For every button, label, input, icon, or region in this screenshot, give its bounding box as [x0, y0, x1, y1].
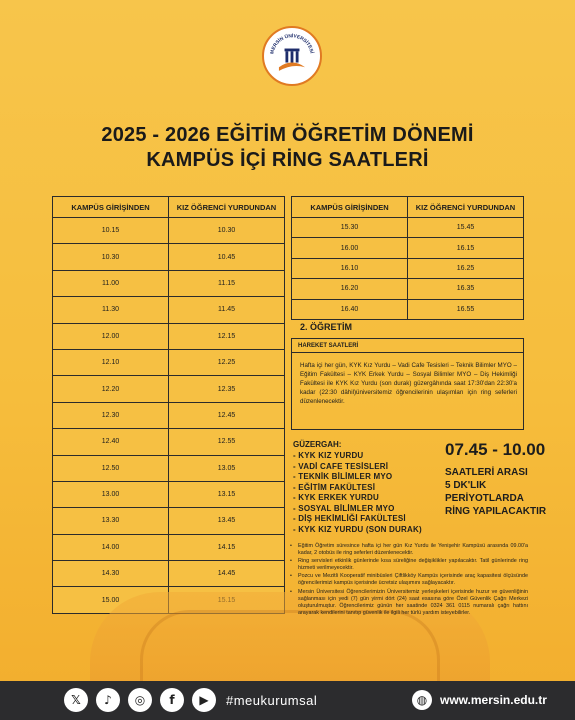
table-cell: 16.35 — [408, 279, 524, 299]
table-cell: 12.50 — [53, 455, 169, 481]
table-cell: 14.30 — [53, 561, 169, 587]
table-row — [53, 561, 285, 587]
table-row — [53, 455, 285, 481]
table-cell: 14.15 — [169, 534, 285, 560]
departure-times-text: Hafta içi her gün, KYK Kız Yurdu – Vadi Cafe Tesisleri – Teknik Bilimler MYO – Eğitim Fakültesi – KYK Erkek Yurdu – Sosyal Bilimler MYO – Diş Hekimliği Fakültesi ile KYK Kız Yurdu (son durak) güzergâhında saat 17:30'dan 22:30'a kadar (22:30 dâhil)üniversitemiz öğrencilerinin ulaşımları için ring seferleri düzenlenecektir. — [300, 362, 517, 405]
table-cell: 13.05 — [169, 455, 285, 481]
ring-note-line: RİNG YAPILACAKTIR — [445, 506, 547, 517]
x-icon[interactable]: 𝕏 — [64, 688, 88, 712]
schedule-table-right — [291, 196, 524, 320]
table-row — [53, 349, 285, 375]
table-cell: 16.55 — [408, 299, 524, 319]
table-row — [53, 218, 285, 244]
youtube-icon[interactable]: ▶ — [192, 688, 216, 712]
route-item: - EĞİTİM FAKÜLTESİ — [293, 482, 376, 492]
table-row — [53, 534, 285, 560]
route-item: - KYK KIZ YURDU — [293, 451, 364, 460]
table-cell: 16.00 — [292, 238, 408, 258]
table-row — [292, 279, 524, 299]
table-cell: 16.15 — [408, 238, 524, 258]
table-row — [292, 258, 524, 278]
table-cell: 13.15 — [169, 481, 285, 507]
table-cell: 14.00 — [53, 534, 169, 560]
table-row — [53, 244, 285, 270]
table-cell: 12.20 — [53, 376, 169, 402]
table-cell: 11.30 — [53, 297, 169, 323]
page-subtitle: KAMPÜS İÇİ RİNG SAATLERİ — [146, 149, 429, 171]
table-row — [53, 481, 285, 507]
route-item: - KYK ERKEK YURDU — [293, 493, 379, 502]
notes-list — [288, 543, 528, 618]
table-cell: 11.45 — [169, 297, 285, 323]
table-row — [53, 402, 285, 428]
table-row — [292, 218, 524, 238]
globe-icon: ◍ — [412, 690, 432, 710]
table-row — [53, 297, 285, 323]
column-header: KAMPÜS GİRİŞİNDEN — [53, 197, 169, 218]
note-item: • Mersin Üniversitesi Öğrencilerimizin Üniversitemiz yerleşkeleri içerisinde huzur ve güvenliğinin sağlanması için yedi (7) gün yirmi dört (24) saat esasına göre Özel Güvenlik Çağrı Merkezi oluşturulmuştur. Öğrencilerimiz günün her saatinde 0324 361 0115 numaralı çağrı hattını arayarak kendilerini tanıtıp güvenlik ile ilgili her türlü yardım isteyebilirler. — [288, 589, 528, 617]
table-cell: 15.00 — [53, 587, 169, 613]
route-list — [293, 451, 422, 535]
route-item: - TEKNİK BİLİMLER MYO — [293, 472, 393, 481]
table-cell: 12.25 — [169, 349, 285, 375]
schedule-table-left — [52, 196, 285, 614]
table-cell: 13.45 — [169, 508, 285, 534]
table-cell: 12.45 — [169, 402, 285, 428]
university-logo — [262, 26, 322, 86]
section-title-second-shift: 2. ÖĞRETİM — [300, 322, 353, 332]
table-cell: 12.00 — [53, 323, 169, 349]
column-header: KIZ ÖĞRENCİ YURDUNDAN — [169, 197, 285, 218]
facebook-icon[interactable]: f — [160, 688, 184, 712]
table-cell: 12.15 — [169, 323, 285, 349]
page-title: 2025 - 2026 EĞİTİM ÖĞRETİM DÖNEMİ — [101, 124, 474, 146]
table-cell: 11.00 — [53, 270, 169, 296]
website-link[interactable]: www.mersin.edu.tr — [440, 693, 547, 707]
table-cell: 13.30 — [53, 508, 169, 534]
table-cell: 16.20 — [292, 279, 408, 299]
departure-times-box — [291, 338, 524, 430]
note-item: • Ring servisleri etkinlik günlerinde kısa süreliğine değişiklikler yapılacaktır. Tatil günlerinde ring hizmeti verilmeyecektir. — [288, 558, 528, 572]
column-header: KAMPÜS GİRİŞİNDEN — [292, 197, 408, 218]
tiktok-icon[interactable]: ♪ — [96, 688, 120, 712]
route-item: - SOSYAL BİLİMLER MYO — [293, 503, 395, 513]
instagram-icon[interactable]: ◎ — [128, 688, 152, 712]
ring-note-line: SAATLERİ ARASI — [445, 467, 528, 478]
ring-note-line: 5 DK'LIK — [445, 480, 487, 491]
table-cell: 12.40 — [53, 429, 169, 455]
route-item: - VADİ CAFE TESİSLERİ — [293, 461, 389, 471]
table-cell: 12.55 — [169, 429, 285, 455]
table-row — [292, 238, 524, 258]
table-cell: 14.45 — [169, 561, 285, 587]
table-cell: 15.30 — [292, 218, 408, 238]
ring-hours-note — [445, 466, 575, 518]
ring-note-line: PERİYOTLARDA — [445, 493, 524, 504]
table-cell: 15.45 — [408, 218, 524, 238]
table-cell: 10.30 — [53, 244, 169, 270]
table-cell: 16.40 — [292, 299, 408, 319]
table-cell: 16.10 — [292, 258, 408, 278]
table-cell: 10.30 — [169, 218, 285, 244]
table-row — [53, 429, 285, 455]
table-cell: 12.35 — [169, 376, 285, 402]
column-header: KIZ ÖĞRENCİ YURDUNDAN — [408, 197, 524, 218]
table-cell: 11.15 — [169, 270, 285, 296]
table-row — [53, 323, 285, 349]
route-item: - KYK KIZ YURDU (SON DURAK) — [293, 524, 422, 534]
table-cell: 12.10 — [53, 349, 169, 375]
table-cell: 16.25 — [408, 258, 524, 278]
table-row — [53, 508, 285, 534]
departure-times-title: HAREKET SAATLERİ — [292, 339, 523, 353]
route-title: GÜZERGAH: — [293, 440, 342, 449]
note-item: • Eğitim Öğretim süresince hafta içi her gün Kız Yurdu ile Yenişehir Kampüsü arasında 09.00'a kadar, 2 otobüs ile ring seferleri düzenlenecektir. — [288, 543, 528, 557]
note-item: • Pozcu ve Mezitli Kooperatif minibüsleri Çiftlikköy Kampüs içerisinde araç kapasitesi ölçüsünde öğrencilerimizi kampüs içerisinde ücretsiz ulaşımını sağlayacaktır. — [288, 573, 528, 587]
footer-bar — [0, 681, 575, 720]
decorative-bag-handle — [140, 610, 440, 690]
table-cell: 10.45 — [169, 244, 285, 270]
table-row — [292, 299, 524, 319]
table-cell: 13.00 — [53, 481, 169, 507]
logo-text: MERSİN ÜNİVERSİTESİ — [270, 34, 314, 55]
route-item: - DİŞ HEKİMLİĞİ FAKÜLTESİ — [293, 514, 406, 523]
table-row — [53, 376, 285, 402]
table-row — [53, 270, 285, 296]
hashtag-text: #meukurumsal — [226, 693, 318, 708]
table-cell: 12.30 — [53, 402, 169, 428]
ring-hours: 07.45 - 10.00 — [445, 440, 546, 459]
table-cell: 10.15 — [53, 218, 169, 244]
